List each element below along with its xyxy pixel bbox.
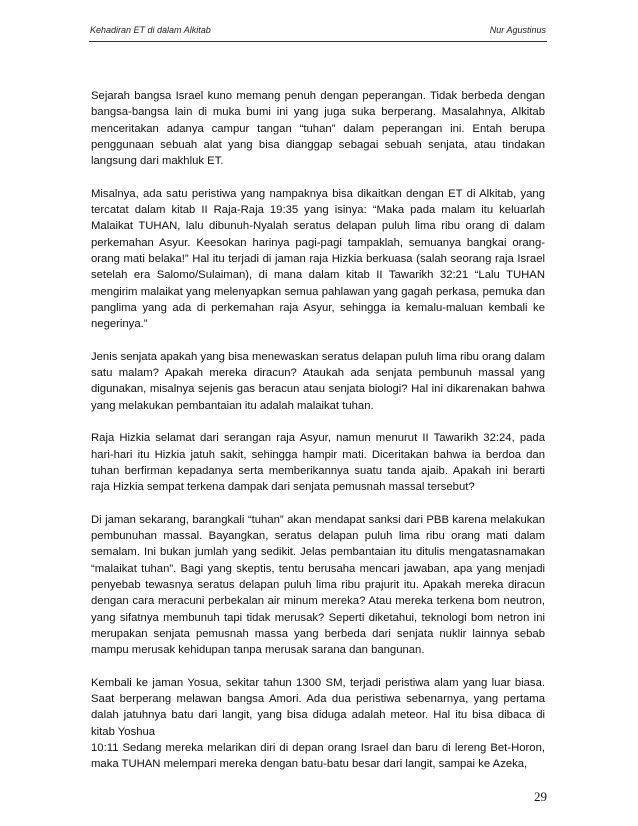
paragraph: Kembali ke jaman Yosua, sekitar tahun 1300 SM, terjadi peristiwa alam yang luar biasa. Saat berperang melawan bangsa Amori. Ada dua peristiwa sebenarnya, yang pertama dalah jatuhnya batu dari langit, yang bisa diduga adalah meteor. Hal itu bisa dibaca di kitab Yoshua (91, 676, 545, 738)
page-header (90, 25, 546, 39)
paragraph: Sejarah bangsa Israel kuno memang penuh dengan peperangan. Tidak berbeda dengan bangsa-bangsa lain di muka bumi ini yang juga suka berperang. Masalahnya, Alkitab menceritakan adanya campur tangan “tuhan” dalam peperangan ini. Entah berupa penggunaan sebuah alat yang bisa dianggap sebagai sebuah senjata, atau tindakan langsung dari makhluk ET. (91, 90, 545, 168)
header-book-title: Kehadiran ET di dalam Alkitab (90, 25, 211, 35)
paragraph: Di jaman sekarang, barangkali “tuhan” akan mendapat sanksi dari PBB karena melakukan pembunuhan massal. Bayangkan, seratus delapan puluh lima ribu orang mati dalam semalam. Ini bukan jumlah yang sedikit. Jelas pembantaian itu ditulis mengatasnamakan “malaikat tuhan”. Bagi yang skeptis, tentu berusaha mencari jawaban, apa yang menjadi penyebab tewasnya seratus delapan puluh lima ribu prajurit itu. Apakah mereka diracun dengan cara meracuni perbekalan air minum mereka? Atau mereka terkena bom neutron, yang sifatnya membunuh tapi tidak merusak? Seperti diketahui, teknologi bom netron ini merupakan senjata pemusnah massa yang berbeda dari senjata nuklir lainnya sebab mampu merusak kehidupan tanpa merusak sarana dan bangunan. (91, 513, 545, 657)
body-text (91, 88, 545, 772)
paragraph: Raja Hizkia selamat dari serangan raja Asyur, namun menurut II Tawarikh 32:24, pada hari-hari itu Hizkia jatuh sakit, sehingga hampir mati. Diceritakan bahwa ia berdoa dan tuhan berfirman kepadanya serta memberikannya suatu tanda ajaib. Apakah ini berarti raja Hizkia sempat terkena dampak dari senjata pemusnah massal tersebut? (91, 432, 545, 494)
page-number: 29 (534, 789, 547, 804)
verse-quote: 10:11 Sedang mereka melarikan diri di depan orang Israel dan baru di lereng Bet-Horon, maka TUHAN melempari mereka dengan batu-batu besar dari langit, sampai ke Azeka, (91, 741, 545, 771)
header-author: Nur Agustinus (489, 25, 546, 35)
paragraph: Misalnya, ada satu peristiwa yang nampaknya bisa dikaitkan dengan ET di Alkitab, yang tercatat dalam kitab II Raja-Raja 19:35 yang isinya: “Maka pada malam itu keluarlah Malaikat TUHAN, lalu dibunuh-Nyalah seratus delapan puluh lima ribu orang di dalam perkemahan Asyur. Keesokan harinya pagi-pagi tampaklah, semuanya bangkai orang-orang mati belaka!” Hal itu terjadi di jaman raja Hizkia berkuasa (salah seorang raja Israel setelah era Salomo/Sulaiman), di mana dalam kitab II Tawarikh 32:21 “Lalu TUHAN mengirim malaikat yang melenyapkan semua pahlawan yang gagah perkasa, pemuka dan panglima yang ada di perkemahan raja Asyur, sehingga ia kemalu-maluan kembali ke negerinya.” (91, 187, 545, 331)
paragraph: Jenis senjata apakah yang bisa menewaskan seratus delapan puluh lima ribu orang dalam satu malam? Apakah mereka diracun? Ataukah ada senjata pembunuh massal yang digunakan, misalnya sejenis gas beracun atau senjata biologi? Hal ini dikarenakan bahwa yang melakukan pembantaian itu adalah malaikat tuhan. (91, 350, 545, 412)
header-divider (89, 41, 547, 42)
